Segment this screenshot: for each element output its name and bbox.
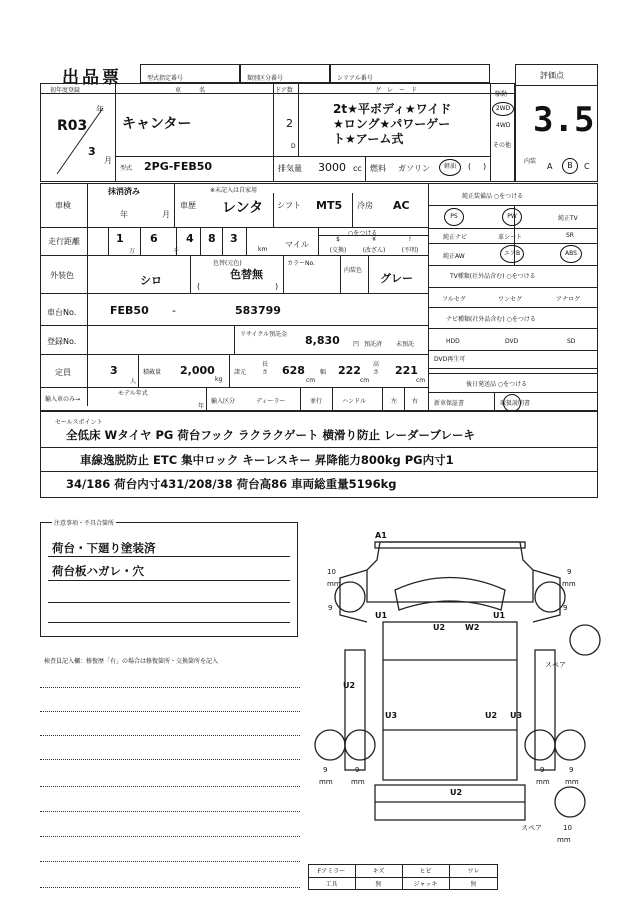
shaken-month: 月	[162, 210, 170, 219]
shamei-label: 車名	[175, 87, 224, 94]
teiin-value: 3	[110, 364, 118, 377]
inspector-label: 検査員記入欄：修復歴「有」の場合は修復箇所・交換箇所を記入	[44, 658, 219, 665]
ruibetsu-label: 類別区分番号	[247, 75, 284, 82]
shamei-value: キャンター	[122, 116, 192, 132]
label-u2-left: U2	[343, 681, 356, 690]
recycle-value: 8,830	[305, 334, 340, 347]
soko-digit-1: 1	[116, 232, 124, 245]
reibo-label: 冷房	[357, 201, 373, 210]
right: 右	[412, 398, 419, 405]
drive-4wd: 4WD	[496, 122, 511, 129]
heiko: 並行	[310, 398, 323, 405]
naisou-grade-b-circled: B	[562, 158, 578, 174]
koukan-label: (交換)	[329, 247, 347, 254]
shadai-dash: -	[172, 304, 176, 317]
tire-rear-left-1	[315, 730, 345, 760]
bt-value-4: 無	[470, 881, 477, 888]
shaken-label: 車検	[55, 201, 71, 210]
model-label: モデル年式	[118, 390, 148, 397]
handle: ハンドル	[342, 398, 367, 405]
tv-one: ワンセグ	[498, 296, 523, 303]
equip-ps-circled: PS	[444, 208, 464, 226]
era-value: R03	[57, 118, 88, 134]
iro-paren-close: )	[275, 282, 279, 291]
navi-sd: SD	[567, 338, 576, 345]
shaken-year: 年	[120, 210, 128, 219]
dealer: ディーラー	[256, 398, 286, 405]
year-unit: 年	[96, 105, 104, 114]
sales-line-2: 車線逸脱防止 ETC 集中ロック キーレスキー 昇降能力800kg PG内寸1	[80, 453, 454, 467]
left-side-panel	[345, 650, 365, 770]
tv-full: フルセグ	[442, 296, 466, 303]
left: 左	[391, 398, 398, 405]
sales-line-3: 34/186 荷台内寸431/208/38 荷台高86 車両総重量5196kg	[66, 477, 397, 491]
diagonal-slash	[55, 106, 105, 176]
label-u2-bottom: U2	[450, 788, 463, 797]
teiin-unit: 人	[130, 378, 137, 385]
ato-warranty: 新車保証書	[434, 400, 465, 407]
bt-value-3: ジャッキ	[413, 881, 438, 888]
equip-airbag-circled: エアB	[500, 245, 524, 263]
recycle-sumi: 預託済	[364, 341, 383, 348]
soko-km: km	[258, 246, 268, 253]
windshield	[395, 578, 505, 611]
bt-value-2: 無	[375, 881, 382, 888]
bt-header-2: キズ	[372, 868, 385, 875]
tire-4-val: 9	[355, 766, 360, 774]
equip-leather: 革シート	[498, 234, 523, 241]
haikiryo-label: 排気量	[278, 164, 302, 173]
hyoka-label: 評価点	[540, 71, 564, 80]
month-value: 3	[88, 145, 96, 158]
label-u1-left: U1	[375, 611, 388, 620]
koukan-sym: $	[336, 236, 340, 243]
svg-text:mm: mm	[562, 580, 576, 588]
soko-digit-5: 3	[230, 232, 238, 245]
ato-manual: 取扱説明書	[500, 400, 531, 407]
cab-outline	[367, 542, 533, 602]
naga-label: 長さ	[262, 361, 269, 376]
color-no-label: カラーNo.	[287, 260, 315, 267]
soko-digit-2: 6	[150, 232, 158, 245]
cab-side-left	[340, 570, 367, 622]
tv-analog: アナログ	[556, 296, 581, 303]
bt-header-4: ワレ	[467, 868, 480, 875]
navi-title: ナビ種類(社外品含む) ○をつける	[446, 316, 536, 323]
keishiki-label: 型式指定番号	[147, 75, 184, 82]
bt-header-1: Fアミラー	[317, 868, 346, 875]
nenryo-label: 燃料	[370, 164, 386, 173]
yunyu-kubun: 輸入区分	[211, 398, 236, 405]
equip-aw: 純正AW	[443, 253, 465, 260]
bt-value-1: 工具	[325, 881, 338, 888]
taka-value: 221	[395, 364, 418, 377]
shadai-num: 583799	[235, 304, 281, 317]
haba-label: 幅	[320, 369, 327, 376]
spare-label-2: スペア	[521, 824, 542, 832]
naisou-iro-label: 内装色	[344, 267, 363, 274]
tire-6-val: 9	[569, 766, 574, 774]
navi-dvd: DVD	[505, 338, 519, 345]
svg-text:mm: mm	[351, 778, 365, 786]
iro-gen-value: 色替無	[230, 268, 263, 281]
reibo-value: AC	[393, 199, 410, 212]
svg-text:mm: mm	[319, 778, 333, 786]
serial-label: シリアル番号	[337, 75, 373, 82]
tire-7-val: 9	[328, 604, 333, 612]
junsei-title: 純正装備品 ○をつける	[462, 193, 524, 200]
recycle-mi: 未預託	[396, 341, 415, 348]
score-value: 3.5	[533, 100, 595, 140]
tire-2-val: 9	[567, 568, 572, 576]
label-u3-left: U3	[385, 711, 398, 720]
naisou-grade-c: C	[584, 162, 590, 171]
taka-unit: cm	[416, 377, 426, 384]
sekisai-value: 2,000	[180, 364, 215, 377]
shift-label: シフト	[277, 201, 301, 210]
spare-label-1: スペア	[545, 661, 566, 669]
drive-other: その他	[493, 142, 512, 149]
equip-tv: 純正TV	[558, 215, 578, 222]
sekisai-unit: kg	[215, 376, 223, 383]
iro-paren-open: (	[197, 282, 201, 291]
yunyu-label: 輸入車のみ→	[45, 396, 81, 403]
gaisou-label: 外装色	[50, 271, 74, 280]
truck-diagram	[305, 530, 635, 860]
nenryo-gas: ガソリン	[398, 164, 430, 173]
drive-label: 駆動	[495, 91, 508, 98]
gaisou-value: シロ	[140, 274, 162, 287]
month-unit: 月	[104, 156, 112, 165]
front-bumper	[375, 542, 525, 548]
naga-value: 628	[282, 364, 305, 377]
shaken-value: 抹消済み	[108, 187, 140, 196]
label-u2-mid: U2	[485, 711, 498, 720]
sales-line-1: 全低床 Wタイヤ PG 荷台フック ラクラクゲート 横滑り防止 レーダーブレーキ	[66, 428, 476, 442]
toroku-label: 登録No.	[47, 337, 77, 346]
ato-manual-circle	[503, 394, 521, 412]
teiin-label: 定員	[55, 368, 71, 377]
door-unit: D	[291, 143, 296, 150]
maile-label: マイル	[285, 240, 309, 249]
shift-value: MT5	[316, 199, 343, 212]
fumei-label: (不明)	[401, 247, 419, 254]
label-w2: W2	[465, 623, 480, 632]
iro-gen-label: 色替(元色)	[213, 260, 242, 267]
notes-line-2: 荷台板ハガレ・穴	[52, 564, 144, 578]
bt-header-3: ヒビ	[419, 868, 432, 875]
grade-line-1: 2t★平ボディ★ワイド	[333, 102, 452, 116]
tire-rear-right-1	[525, 730, 555, 760]
shadai-label: 車台No.	[47, 308, 77, 317]
tire-rear-left-2	[345, 730, 375, 760]
katashiki-label: 型式	[120, 165, 133, 172]
shareki-note: ※未記入は自家用	[210, 187, 258, 194]
cargo-bed	[383, 622, 517, 780]
door-value: 2	[286, 117, 293, 130]
label-u3-right: U3	[510, 711, 523, 720]
sales-label: セールスポイント	[55, 419, 103, 426]
haikiryo-unit: cc	[353, 164, 362, 173]
soko-label: 走行距離	[48, 237, 80, 246]
tire-8-val: 9	[563, 604, 568, 612]
sekisai-label: 積載量	[143, 369, 162, 376]
soko-man: 万	[129, 248, 136, 255]
door-label: ドア数	[275, 87, 293, 94]
label-u1-right: U1	[493, 611, 506, 620]
notes-label: 注意事項・不具合箇所	[54, 520, 115, 527]
drive-2wd-circled: 2WD	[492, 102, 514, 116]
spare-tire-1	[570, 625, 600, 655]
grade-line-3: ト★アーム式	[333, 132, 404, 146]
katashiki-value: 2PG-FEB50	[144, 160, 213, 173]
equip-sr: SR	[566, 232, 574, 239]
shadai-prefix: FEB50	[110, 304, 149, 317]
haikiryo-value: 3000	[318, 161, 346, 174]
soko-sen: 千	[173, 248, 180, 255]
naisou-grade-a: A	[547, 162, 553, 171]
navi-hdd: HDD	[446, 338, 460, 345]
circle-hint: ○をつける	[348, 230, 378, 237]
equip-pw-circled: PW	[502, 208, 522, 226]
fumei-sym: !	[408, 236, 412, 243]
sotsu-label: (改ざん)	[362, 247, 386, 254]
grade-line-2: ★ロング★パワーゲー	[333, 117, 451, 131]
nenryo-keiyu-circled: 軽油	[439, 159, 461, 176]
notes-line-1: 荷台・下廻り塗装済	[52, 541, 156, 555]
shogen-label: 諸元	[234, 369, 247, 376]
svg-text:mm: mm	[327, 580, 341, 588]
soko-digit-4: 8	[208, 232, 216, 245]
label-a1: A1	[375, 531, 387, 540]
naga-unit: cm	[306, 377, 316, 384]
shodo-label: 初年度登録	[50, 87, 81, 94]
shareki-value: レンタ	[222, 200, 264, 216]
sotsu-sym: ¥	[372, 236, 376, 243]
tire-rear-right-2	[555, 730, 585, 760]
dvd-label: DVD再生可	[434, 356, 466, 363]
cab-side-right	[533, 570, 560, 622]
svg-text:mm: mm	[565, 778, 579, 786]
tire-5-val: 9	[540, 766, 545, 774]
naisou-label: 内装	[524, 158, 537, 165]
equip-abs-circled: ABS	[560, 245, 582, 263]
tire-1-val: 10	[327, 568, 336, 576]
keishiki-box	[140, 64, 240, 83]
svg-text:mm: mm	[536, 778, 550, 786]
model-year: 年	[198, 403, 205, 410]
haba-unit: cm	[360, 377, 370, 384]
soko-digit-3: 4	[186, 232, 194, 245]
ato-title: 後日発送品 ○をつける	[466, 381, 528, 388]
shareki-label: 車歴	[180, 201, 196, 210]
serial-box	[330, 64, 490, 83]
spare-2-val: 10	[563, 824, 572, 832]
label-u2-top: U2	[433, 623, 446, 632]
recycle-unit: 円	[353, 341, 360, 348]
taka-label: 高さ	[373, 361, 380, 376]
tv-title: TV種類(社外品含む) ○をつける	[450, 273, 536, 280]
svg-text:mm: mm	[557, 836, 571, 844]
tire-3-val: 9	[323, 766, 328, 774]
equip-navi: 純正ナビ	[443, 234, 468, 241]
form-title: 出品票	[62, 68, 122, 88]
spare-tire-2	[555, 787, 585, 817]
haba-value: 222	[338, 364, 361, 377]
recycle-label: リサイクル預託金	[240, 331, 288, 338]
grade-label: グレード	[375, 87, 424, 94]
naisou-iro-value: グレー	[380, 272, 413, 285]
ruibetsu-box	[240, 64, 330, 83]
